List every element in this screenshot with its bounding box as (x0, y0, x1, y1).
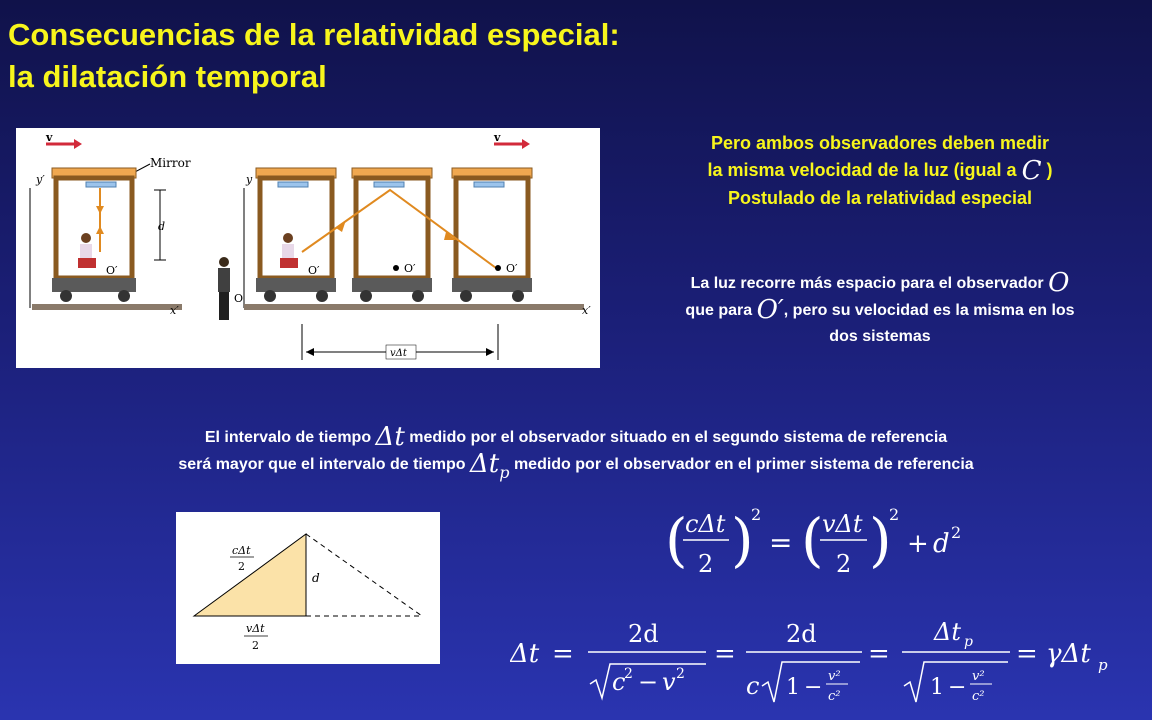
oprime-label-1: O′ (106, 264, 118, 277)
svg-text:Δt: Δt (510, 639, 540, 669)
page-title (8, 14, 620, 98)
light-path-text (615, 270, 1145, 350)
svg-text:=: = (868, 639, 890, 669)
svg-text:2: 2 (951, 523, 962, 542)
postulate-line-2-text: la misma velocidad de la luz (igual a (707, 160, 1017, 180)
d-label-top: d (158, 220, 166, 233)
interval-l2-pre: será mayor que el intervalo de tiempo (178, 456, 466, 473)
svg-text:cΔt: cΔt (685, 510, 726, 538)
svg-text:): ) (869, 506, 892, 574)
title-line-2: la dilatación temporal (8, 59, 327, 94)
svg-text:(: ( (665, 506, 688, 574)
svg-text:=: = (769, 526, 793, 559)
svg-text:p: p (1098, 656, 1108, 674)
svg-text:c²: c² (828, 689, 841, 704)
svg-text:(: ( (801, 506, 824, 574)
delta-tp-sub: p (499, 463, 510, 483)
xprime-label-1: x′ (170, 304, 179, 317)
light-path-pre: La luz recorre más espacio para el observador (690, 275, 1044, 292)
oprime-label-3: O′ (404, 262, 416, 275)
postulate-line-3: Postulado de la relatividad especial (727, 188, 1033, 208)
svg-text:v²: v² (828, 669, 841, 684)
light-path-line-2 (615, 297, 1145, 324)
interval-line-1 (20, 424, 1132, 451)
svg-text:Δt: Δt (934, 618, 961, 646)
svg-text:1: 1 (930, 675, 944, 700)
light-path-mid: que para (685, 302, 753, 319)
svg-text:+: + (907, 529, 929, 559)
svg-text:d: d (933, 529, 950, 559)
vdt-denominator: 2 (252, 639, 259, 652)
svg-text:p: p (964, 634, 973, 650)
svg-text:2d: 2d (786, 620, 817, 648)
postulate-line-1: Pero ambos observadores deben medir (710, 133, 1050, 153)
svg-text:=: = (714, 639, 736, 669)
observer-oprime-symbol: O′ (756, 295, 784, 325)
svg-text:1: 1 (786, 675, 800, 700)
svg-text:2: 2 (676, 666, 685, 682)
train-mirror-figure (16, 128, 600, 368)
svg-text:−: − (638, 668, 659, 696)
train-mirror-drawing (16, 128, 600, 368)
svg-text:): ) (731, 506, 754, 574)
oprime-label-4: O′ (506, 262, 518, 275)
svg-text:−: − (948, 675, 967, 700)
svg-text:2: 2 (624, 666, 633, 682)
triangle-figure (176, 512, 440, 664)
cdt-numerator: cΔt (232, 544, 251, 557)
velocity-label-1: v (46, 131, 53, 144)
interval-text (20, 424, 1132, 486)
svg-text:c: c (746, 672, 760, 700)
vdt-label: vΔt (390, 348, 407, 359)
postulate-text (630, 130, 1130, 212)
svg-text:2: 2 (836, 550, 852, 578)
light-path-line-1 (615, 270, 1145, 297)
xprime-label-2: x′ (582, 304, 591, 317)
postulate-line-2 (630, 157, 1130, 185)
delta-t-symbol: Δt (375, 422, 405, 452)
observer-o-symbol: O (1048, 268, 1070, 298)
svg-text:v²: v² (972, 669, 985, 684)
speed-of-light-symbol: C (1021, 156, 1042, 186)
vdt-numerator: vΔt (246, 622, 265, 635)
light-path-line-3: dos sistemas (829, 328, 931, 345)
svg-text:−: − (804, 675, 823, 700)
cdt-denominator: 2 (238, 560, 245, 573)
d-label-triangle: d (312, 571, 320, 585)
svg-text:2: 2 (889, 505, 900, 524)
title-line-1: Consecuencias de la relatividad especial: (8, 17, 620, 52)
interval-l1-post: medido por el observador situado en el segundo sistema de referencia (409, 429, 948, 446)
equation-time-dilation (510, 612, 1140, 708)
panel-observer-oprime (30, 131, 191, 317)
svg-text:c²: c² (972, 689, 985, 704)
svg-text:v: v (662, 668, 676, 696)
yprime-axis-label: y′ (36, 173, 45, 186)
y-axis-label: y (246, 173, 253, 186)
light-path-post: , pero su velocidad es la misma en los (783, 302, 1075, 319)
svg-text:vΔt: vΔt (822, 510, 863, 538)
equation-pythagoras (665, 502, 995, 582)
interval-l2-post: medido por el observador en el primer sistema de referencia (513, 456, 974, 473)
svg-text:2d: 2d (628, 620, 659, 648)
interval-l1-pre: El intervalo de tiempo (204, 429, 372, 446)
delta-tp-symbol (470, 449, 510, 483)
oprime-label-2: O′ (308, 264, 320, 277)
triangle-drawing (176, 512, 440, 664)
svg-text:=: = (552, 639, 574, 669)
o-label: O (234, 292, 244, 305)
panel-observer-o (218, 131, 591, 360)
svg-text:2: 2 (751, 505, 762, 524)
svg-text:2: 2 (698, 550, 714, 578)
svg-text:c: c (612, 668, 626, 696)
mirror-label: Mirror (150, 156, 191, 170)
svg-text:=: = (1016, 639, 1038, 669)
svg-text:γΔt: γΔt (1046, 639, 1091, 669)
postulate-line-2-close: ) (1046, 160, 1053, 180)
interval-line-2 (20, 451, 1132, 486)
velocity-label-2: v (494, 131, 501, 144)
delta-tp-main: Δt (470, 449, 500, 479)
